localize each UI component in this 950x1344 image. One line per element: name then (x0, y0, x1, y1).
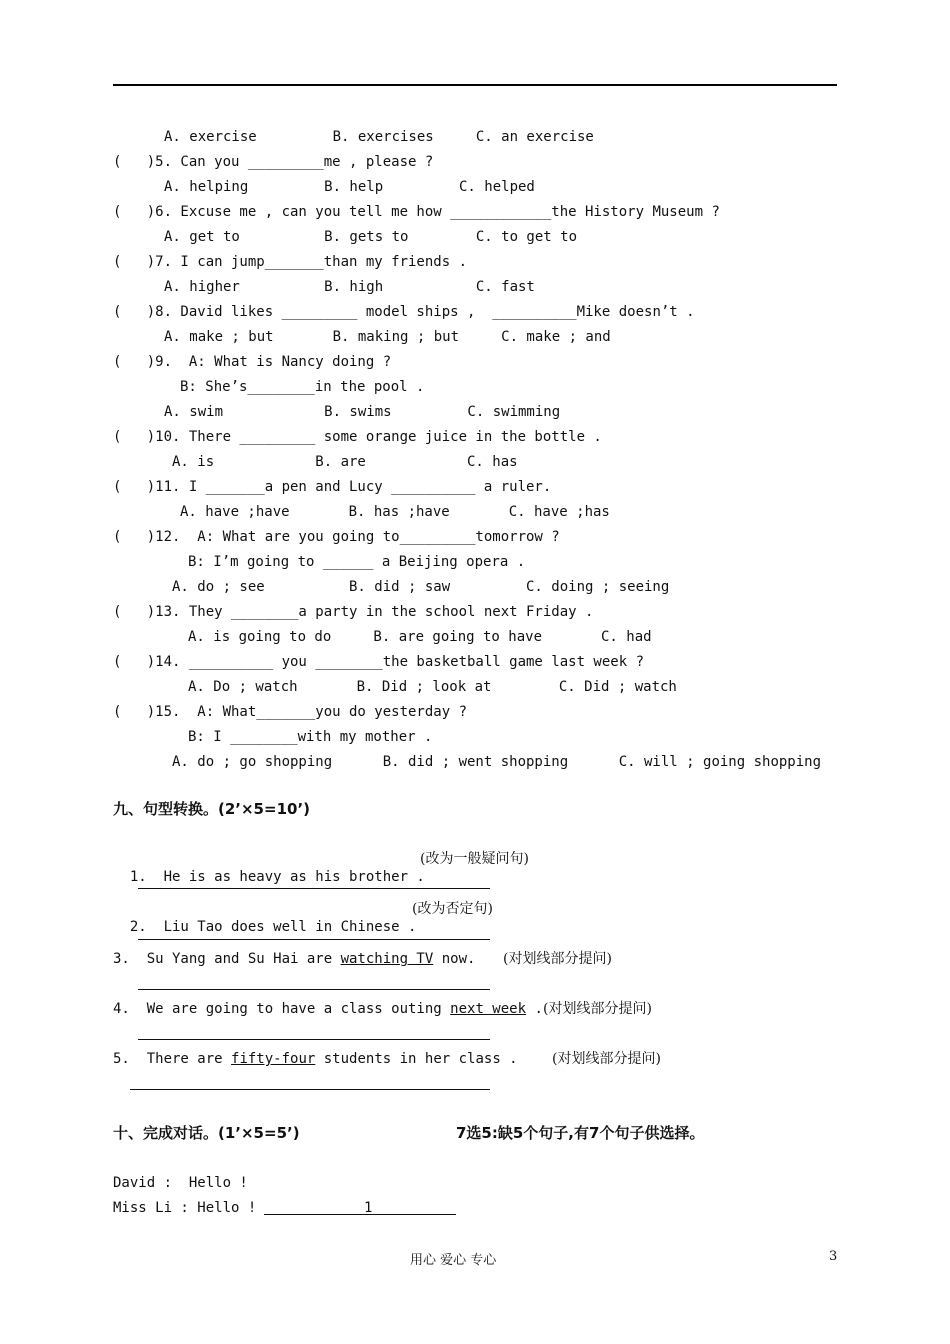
q12-options: A. do ; see B. did ; saw C. doing ; seeing (172, 579, 670, 595)
s9-item-4-hint: (对划线部分提问) (543, 1001, 652, 1017)
s9-item-2 (113, 900, 416, 936)
s9-item-4 (113, 1000, 543, 1018)
q7-options: A. higher B. high C. fast (164, 279, 535, 295)
answer-blank-3[interactable] (138, 989, 490, 990)
q13-stem: ( )13. They ________a party in the school next Friday . (113, 604, 594, 620)
q15-answer-line: B: I ________with my mother . (188, 729, 433, 745)
answer-blank-1[interactable] (138, 888, 490, 889)
s9-item-2-text: 2. Liu Tao does well in Chinese . (129, 919, 417, 935)
answer-blank-4[interactable] (138, 1039, 490, 1040)
q11-stem: ( )11. I _______a pen and Lucy __________ a ruler. (113, 479, 552, 495)
q8-options: A. make ; but B. making ; but C. make ; and (164, 329, 611, 345)
s9-item-3-post: now. (433, 951, 476, 967)
s9-item-4-post: . (526, 1001, 543, 1017)
s9-item-5-post: students in her class . (315, 1051, 518, 1067)
footer-motto: 用心 爱心 专心 (410, 1253, 497, 1268)
q5-options: A. helping B. help C. helped (164, 179, 535, 195)
q9-options: A. swim B. swims C. swimming (164, 404, 561, 420)
s9-item-5 (113, 1050, 518, 1068)
s9-item-1-text: 1. He is as heavy as his brother . (129, 869, 425, 885)
q6-options: A. get to B. gets to C. to get to (164, 229, 578, 245)
answer-blank-5[interactable] (130, 1089, 490, 1090)
q9-answer-line: B: She’s________in the pool . (180, 379, 425, 395)
q12-answer-line: B: I’m going to ______ a Beijing opera . (188, 554, 526, 570)
s9-item-5-pre: 5. There are (113, 1051, 232, 1067)
header-rule (113, 84, 837, 86)
s9-item-5-hint: (对划线部分提问) (552, 1051, 661, 1067)
dialogue-blank-1[interactable] (264, 1214, 456, 1215)
dialogue-line-david: David : Hello ! (113, 1175, 248, 1191)
q13-options: A. is going to do B. are going to have C. had (188, 629, 652, 645)
q8-stem: ( )8. David likes _________ model ships , __________Mike doesn’t . (113, 304, 695, 320)
dialogue-line-miss-li: Miss Li : Hello ! (113, 1200, 257, 1216)
q4-options: A. exercise B. exercises C. an exercise (164, 129, 594, 145)
q6-stem: ( )6. Excuse me , can you tell me how ____________the History Museum ? (113, 204, 720, 220)
s9-item-4-pre: 4. We are going to have a class outing (113, 1001, 451, 1017)
s9-item-3-underlined: watching TV (340, 951, 434, 967)
q5-stem: ( )5. Can you _________me , please ? (113, 154, 434, 170)
page-number: 3 (829, 1249, 838, 1264)
answer-blank-2[interactable] (138, 939, 490, 940)
q15-options: A. do ; go shopping B. did ; went shopping C. will ; going shopping (172, 754, 822, 770)
section10-heading: 十、完成对话。(1’×5=5’) (113, 1124, 300, 1142)
q11-options: A. have ;have B. has ;have C. have ;has (180, 504, 610, 520)
s9-item-3 (113, 950, 475, 968)
s9-item-4-underlined: next week (450, 1001, 527, 1017)
s9-item-1-hint: (改为一般疑问句) (420, 851, 529, 867)
section10-note: 7选5:缺5个句子,有7个句子供选择。 (456, 1124, 705, 1142)
section9-heading: 九、句型转换。(2’×5=10’) (113, 800, 310, 818)
q10-stem: ( )10. There _________ some orange juice in the bottle . (113, 429, 602, 445)
q10-options: A. is B. are C. has (172, 454, 518, 470)
s9-item-3-pre: 3. Su Yang and Su Hai are (113, 951, 341, 967)
s9-item-3-hint: (对划线部分提问) (503, 951, 612, 967)
q14-stem: ( )14. __________ you ________the basketball game last week ? (113, 654, 645, 670)
s9-item-5-underlined: fifty-four (231, 1051, 316, 1067)
q9-stem: ( )9. A: What is Nancy doing ? (113, 354, 392, 370)
q7-stem: ( )7. I can jump_______than my friends . (113, 254, 468, 270)
q14-options: A. Do ; watch B. Did ; look at C. Did ; watch (188, 679, 677, 695)
s9-item-2-hint: (改为否定句) (412, 901, 493, 917)
q12-stem: ( )12. A: What are you going to_________tomorrow ? (113, 529, 560, 545)
s9-item-1 (113, 850, 425, 886)
q15-stem: ( )15. A: What_______you do yesterday ? (113, 704, 468, 720)
dialogue-blank-number: 1 (364, 1200, 373, 1216)
